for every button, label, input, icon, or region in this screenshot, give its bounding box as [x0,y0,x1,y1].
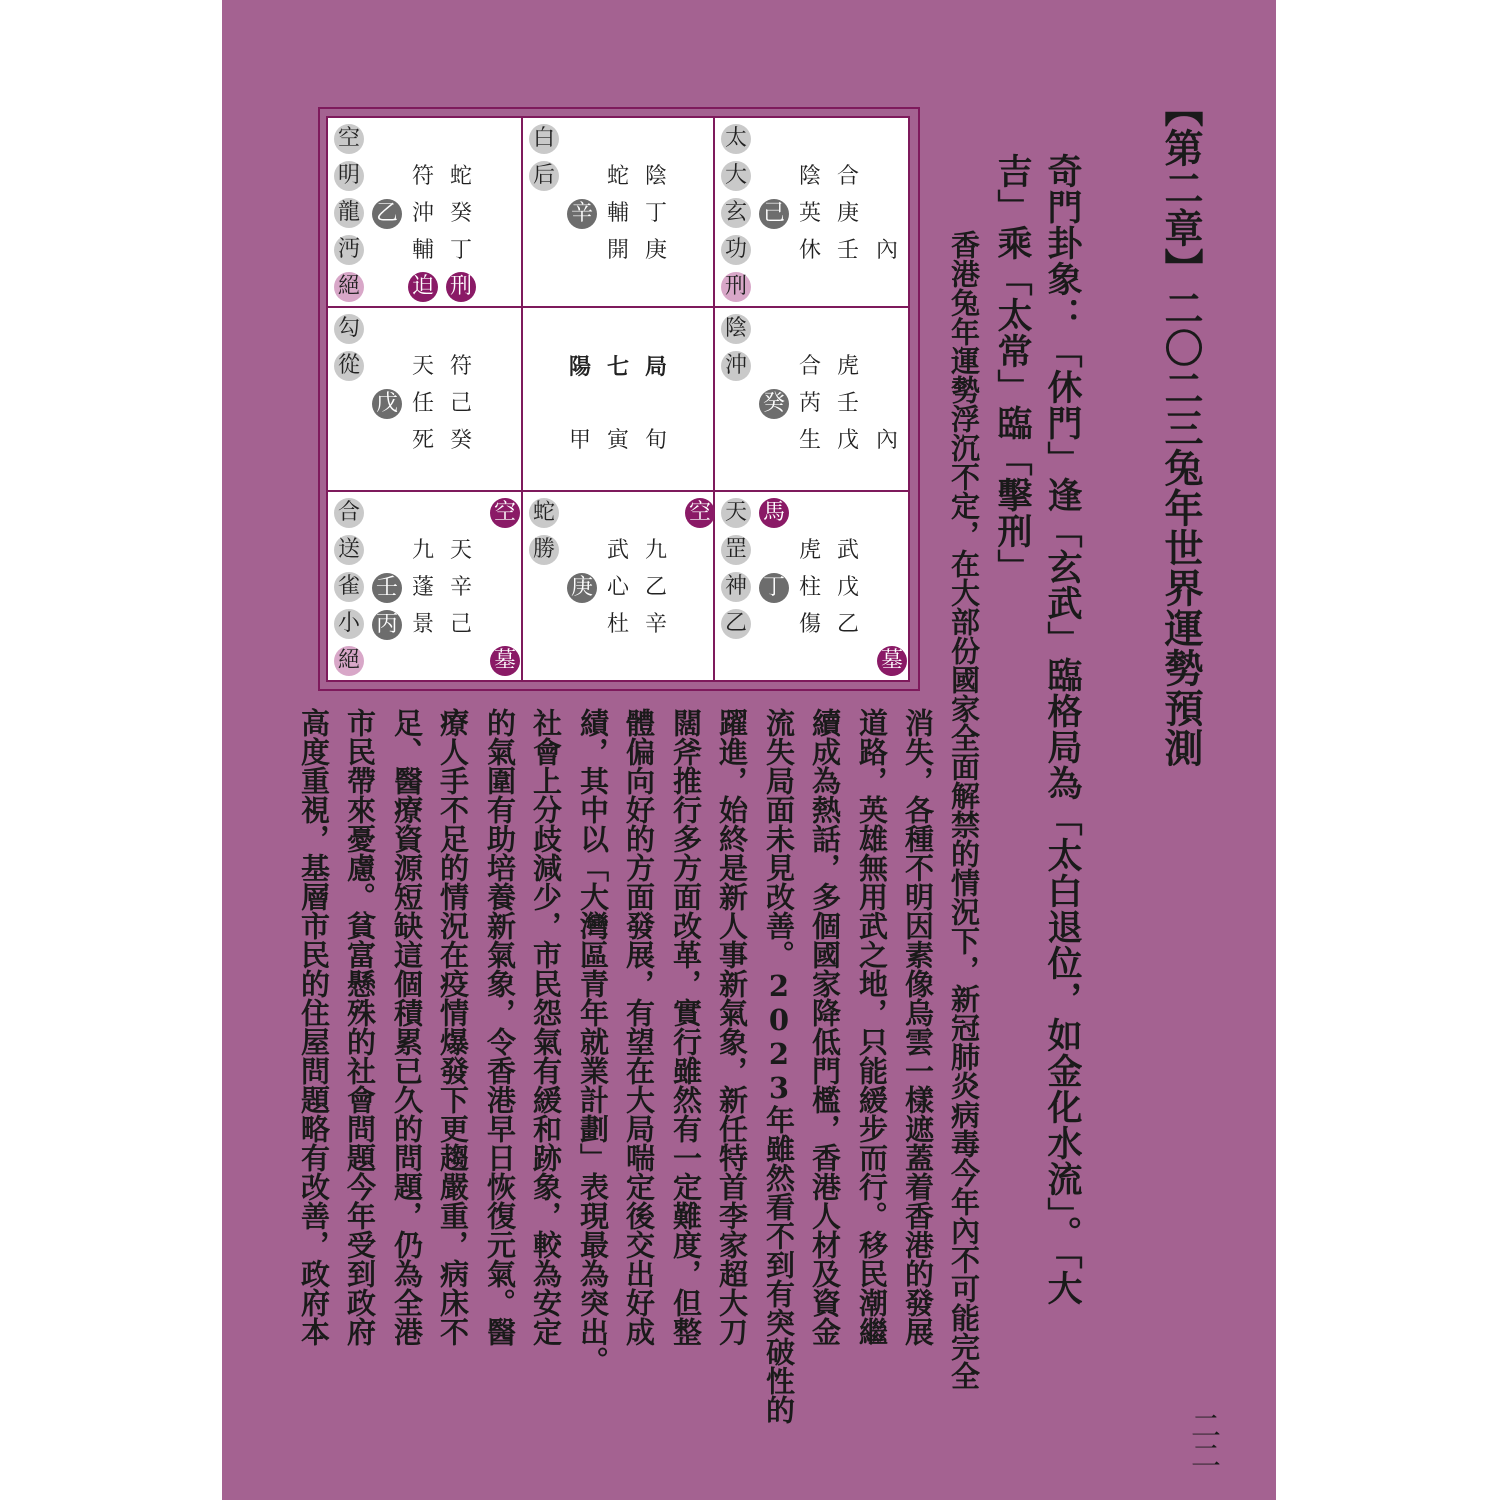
chart-glyph: 九 [644,538,667,563]
chart-left-glyph: 乙 [721,609,751,639]
chart-left-glyph: 龍 [334,198,364,228]
chart-left-glyph: 勾 [334,314,364,344]
body-column: 高度重視，基層市民的住屋問題略有改善，政府本 [297,708,331,1346]
chart-left-glyph: 絕 [334,272,364,302]
chart-center-glyph: 陽 [568,354,591,380]
body-column: 足、醫療資源短缺這個積累已久的問題，仍為全港 [390,708,424,1346]
chart-left-glyph: 玄 [721,198,751,228]
chart-left-glyph: 合 [334,498,364,528]
chart-glyph: 壬 [836,238,859,263]
chart-glyph: 辛 [644,612,667,637]
chart-left-glyph: 勝 [529,535,559,565]
chart-badge-glyph: 刑 [446,272,476,302]
chart-glyph: 戊 [836,575,859,600]
chart-center-glyph: 甲 [568,428,591,453]
chart-glyph: 杜 [606,612,629,637]
chart-glyph: 己 [449,612,472,637]
chart-stem-glyph: 壬 [372,573,402,603]
headline-column-2: 吉」乘「太常」臨「擊刑」 [992,153,1032,585]
chart-glyph: 武 [836,538,859,563]
chart-corner-badge: 墓 [877,646,907,676]
chart-corner-badge: 空 [685,498,715,528]
chart-glyph: 開 [606,238,629,263]
grid-line [328,490,908,492]
chart-left-glyph: 陰 [721,314,751,344]
chart-glyph: 沖 [411,201,434,226]
chart-glyph: 芮 [798,391,821,416]
chart-glyph: 虎 [836,354,859,379]
chart-glyph: 蓬 [411,575,434,600]
body-column: 躍進，始終是新人事新氣象，新任特首李家超大刀 [715,708,749,1346]
chapter-title: 【第二章】二〇二三兔年世界運勢預測 [1158,88,1203,768]
chart-glyph: 柱 [798,575,821,600]
chart-glyph: 死 [411,428,434,453]
chart-glyph: 心 [606,575,629,600]
chart-glyph: 內 [875,238,898,263]
chart-glyph: 輔 [606,201,629,226]
chart-glyph: 癸 [449,428,472,453]
page-number: 二二 [1185,1410,1220,1470]
body-column: 體偏向好的方面發展，有望在大局喘定後交出好成 [622,708,656,1346]
chart-center-glyph: 七 [606,354,629,380]
chart-glyph: 庚 [644,238,667,263]
intro-paragraph-column: 香港兔年運勢浮沉不定，在大部份國家全面解禁的情況下，新冠肺炎病毒今年內不可能完全 [947,230,981,1390]
grid-line [713,118,715,680]
chart-glyph: 蛇 [606,164,629,189]
chart-glyph: 符 [411,164,434,189]
chart-glyph: 內 [875,428,898,453]
body-column: 的氣圍有助培養新氣象，令香港早日恢復元氣。醫 [483,708,517,1346]
chart-stem-glyph: 庚 [567,573,597,603]
body-column: 社會上分歧減少，市民怨氣有緩和跡象，較為安定 [529,708,563,1346]
chart-left-glyph: 后 [529,161,559,191]
chart-left-glyph: 天 [721,498,751,528]
chart-glyph: 合 [798,354,821,379]
chart-left-glyph: 大 [721,161,751,191]
chart-stem-glyph: 乙 [372,199,402,229]
chart-left-glyph: 刑 [721,272,751,302]
chart-left-glyph: 從 [334,351,364,381]
chart-glyph: 任 [411,391,434,416]
grid-line [328,306,908,308]
chart-left-glyph: 神 [721,572,751,602]
chart-stem-glyph: 己 [759,199,789,229]
chart-stem-glyph: 辛 [567,199,597,229]
chart-glyph: 武 [606,538,629,563]
chart-glyph: 乙 [836,612,859,637]
chart-glyph: 合 [836,164,859,189]
chart-corner-badge: 墓 [490,646,520,676]
chart-glyph: 壬 [836,391,859,416]
chart-badge-glyph: 迫 [408,272,438,302]
chart-stem-glyph: 丁 [759,573,789,603]
chart-glyph: 生 [798,428,821,453]
chart-glyph: 癸 [449,201,472,226]
chart-left-glyph: 蛇 [529,498,559,528]
chart-glyph: 丁 [644,201,667,226]
chart-stem-glyph: 癸 [759,389,789,419]
chart-glyph: 傷 [798,612,821,637]
body-column: 療人手不足的情況在疫情爆發下更趨嚴重，病床不 [436,708,470,1346]
chart-stem-glyph: 丙 [372,610,402,640]
chart-glyph: 符 [449,354,472,379]
chart-glyph: 陰 [798,164,821,189]
body-column: 闊斧推行多方面改革，實行雖然有一定難度，但整 [669,708,703,1346]
body-column: 績，其中以「大灣區青年就業計劃」表現最為突出。 [576,708,610,1375]
chart-stem-glyph: 戊 [372,389,402,419]
chart-center-glyph: 寅 [606,428,629,453]
chart-left-glyph: 太 [721,124,751,154]
body-column: 續成為熱話，多個國家降低門檻，香港人材及資金 [808,708,842,1346]
chart-glyph: 丁 [449,238,472,263]
body-column: 流失局面未見改善。2023年雖然看不到有突破性的 [762,708,796,1424]
chart-center-glyph: 旬 [644,428,667,453]
chart-glyph: 乙 [644,575,667,600]
chart-corner-badge: 空 [490,498,520,528]
chart-left-glyph: 沔 [334,235,364,265]
chart-left-glyph: 功 [721,235,751,265]
chart-glyph: 休 [798,238,821,263]
chart-glyph: 庚 [836,201,859,226]
chart-glyph: 景 [411,612,434,637]
chart-left-glyph: 絕 [334,646,364,676]
chart-glyph: 辛 [449,575,472,600]
chart-glyph: 輔 [411,238,434,263]
chart-left-glyph: 空 [334,124,364,154]
chart-glyph: 英 [798,201,821,226]
body-column: 消失，各種不明因素像烏雲一樣遮蓋着香港的發展 [901,708,935,1346]
chart-left-glyph: 白 [529,124,559,154]
chart-glyph: 戊 [836,428,859,453]
chart-left-glyph: 明 [334,161,364,191]
chart-glyph: 九 [411,538,434,563]
chart-glyph: 蛇 [449,164,472,189]
chart-left-glyph: 罡 [721,535,751,565]
chart-glyph: 陰 [644,164,667,189]
grid-line [521,118,523,680]
chart-glyph: 虎 [798,538,821,563]
chart-badge-glyph: 馬 [759,498,789,528]
chart-center-glyph: 局 [644,354,667,380]
chart-glyph: 天 [449,538,472,563]
chart-left-glyph: 送 [334,535,364,565]
chart-glyph: 天 [411,354,434,379]
body-column: 市民帶來憂慮。貧富懸殊的社會問題今年受到政府 [343,708,377,1346]
headline-column-1: 奇門卦象：「休門」逢「玄武」臨格局為「太白退位，如金化水流」。「大 [1042,153,1082,1306]
chart-left-glyph: 雀 [334,572,364,602]
chart-glyph: 己 [449,391,472,416]
chart-left-glyph: 小 [334,609,364,639]
chart-left-glyph: 沖 [721,351,751,381]
body-column: 道路，英雄無用武之地，只能緩步而行。移民潮繼 [855,708,889,1346]
